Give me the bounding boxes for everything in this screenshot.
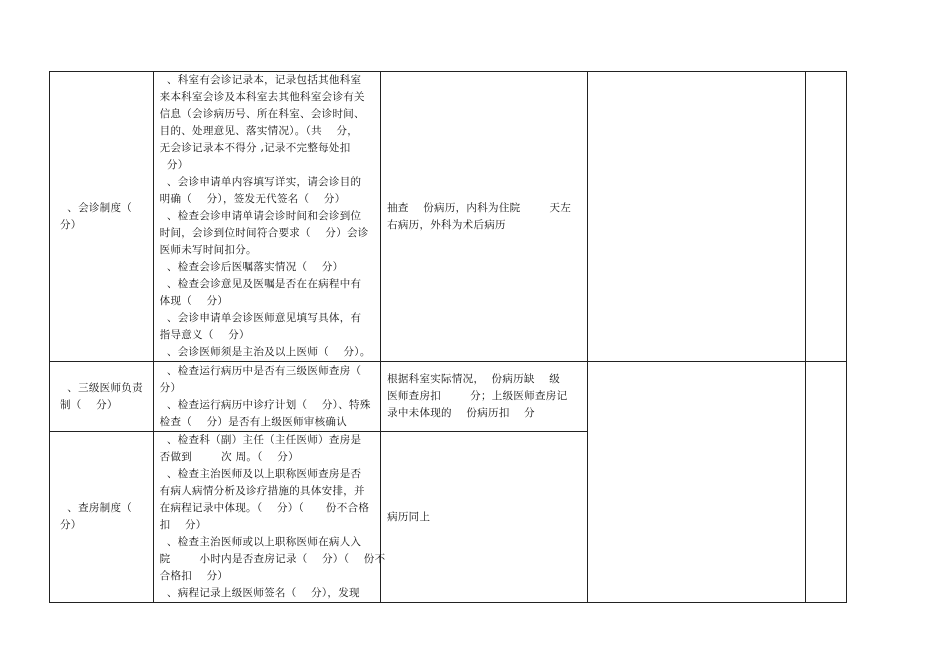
- deduction-cell: [588, 72, 805, 362]
- method-cell: [381, 72, 588, 362]
- criteria-line: 在病程记录中体现。（ 分）（ 份不合格: [159, 502, 370, 514]
- item-name-line: 分）: [60, 218, 82, 231]
- criteria-line: 、检查会诊意见及医嘱是否在在病程中有: [159, 278, 362, 290]
- criteria-line: 体现（ 分）: [159, 295, 229, 307]
- criteria-line: 、检查运行病历中诊疗计划（ 分）、特殊: [159, 398, 371, 411]
- criteria-line: 合格扣 分）: [159, 570, 229, 582]
- item-name-cell: [50, 362, 154, 432]
- criteria-line: 目的、处理意见、落实情况）。（共 分，: [159, 125, 359, 137]
- item-name-cell: [50, 432, 154, 603]
- criteria-line: 分）: [159, 159, 189, 171]
- criteria-line: 、科室有会诊记录本，记录包括其他科室: [159, 74, 362, 86]
- criteria-line: 、检查主治医师或以上职称医师在病人入: [159, 536, 362, 548]
- criteria-line: 扣 分）: [159, 519, 207, 531]
- criteria-line: 检查（ 分）是否有上级医师审核确认: [159, 415, 347, 428]
- item-name-line: 、会诊制度（: [60, 201, 133, 214]
- method-line: 根据科室实际情况， 份病历缺 级: [387, 373, 561, 385]
- criteria-line: 否做到 次 周。（ 分）: [159, 451, 299, 463]
- item-name-line: 、三级医师负责: [60, 381, 143, 394]
- criteria-line: 院 小时内是否查房记录（ 分）（ 份不: [159, 553, 386, 565]
- criteria-line: 、检查运行病历中是否有三级医师查房（: [159, 364, 362, 377]
- deduction-cell: [588, 362, 805, 603]
- criteria-line: 时间，会诊到位时间符合要求（ 分）会诊: [159, 227, 369, 239]
- table-row: [50, 72, 847, 362]
- score-cell: [805, 362, 846, 603]
- criteria-line: 来本科室会诊及本科室去其他科室会诊有关: [159, 91, 365, 103]
- criteria-line: 指导意义（ 分）: [159, 329, 250, 341]
- criteria-line: 、检查会诊申请单请会诊时间和会诊到位: [159, 210, 362, 222]
- criteria-line: 有病人病情分析及诊疗措施的具体安排，并: [159, 485, 365, 497]
- criteria-line: 、会诊医师须是主治及以上医师（ 分）。: [159, 346, 371, 358]
- item-name-cell: [50, 72, 154, 362]
- item-name-line: 分）: [60, 519, 82, 531]
- criteria-cell: [153, 432, 386, 603]
- criteria-line: 分）: [159, 381, 182, 394]
- method-line: 右病历，外科为术后病历: [387, 218, 506, 231]
- criteria-line: 、检查会诊后医嘱落实情况（ 分）: [159, 261, 344, 273]
- criteria-line: 、会诊申请单会诊医师意见填写具体，有: [159, 312, 362, 324]
- criteria-line: 医师未写时间扣分。: [159, 244, 257, 256]
- item-name-line: 制（ 分）: [60, 398, 118, 411]
- method-cell: [381, 362, 588, 432]
- score-cell: [805, 72, 846, 362]
- method-line: 医师查房扣 分；上级医师查房记: [387, 390, 568, 402]
- method-cell: [381, 432, 588, 603]
- criteria-line: 信息（会诊病历号、所在科室、会诊时间、: [159, 108, 365, 120]
- criteria-line: 、会诊申请单内容填写详实，请会诊目的: [159, 176, 362, 188]
- method-line: 录中未体现的 份病历扣 分: [387, 407, 535, 419]
- criteria-line: 、检查科（副）主任（主任医师）查房是: [159, 434, 362, 446]
- criteria-cell: [153, 362, 380, 432]
- criteria-line: 无会诊记录本不得分 ,记录不完整每处扣: [159, 142, 351, 154]
- method-line: 抽查 份病历，内科为住院 天左: [387, 201, 572, 214]
- criteria-line: 明确（ 分），签发无代签名（ 分）: [159, 193, 346, 205]
- criteria-line: 、病程记录上级医师签名（ 分），发现: [159, 587, 360, 599]
- criteria-cell: [153, 72, 380, 362]
- inspection-table: [49, 71, 847, 603]
- method-line: 病历同上: [387, 510, 431, 523]
- table-row: [50, 362, 847, 432]
- criteria-line: 、检查主治医师及以上职称医师查房是否: [159, 468, 362, 480]
- item-name-line: 、查房制度（: [60, 502, 133, 514]
